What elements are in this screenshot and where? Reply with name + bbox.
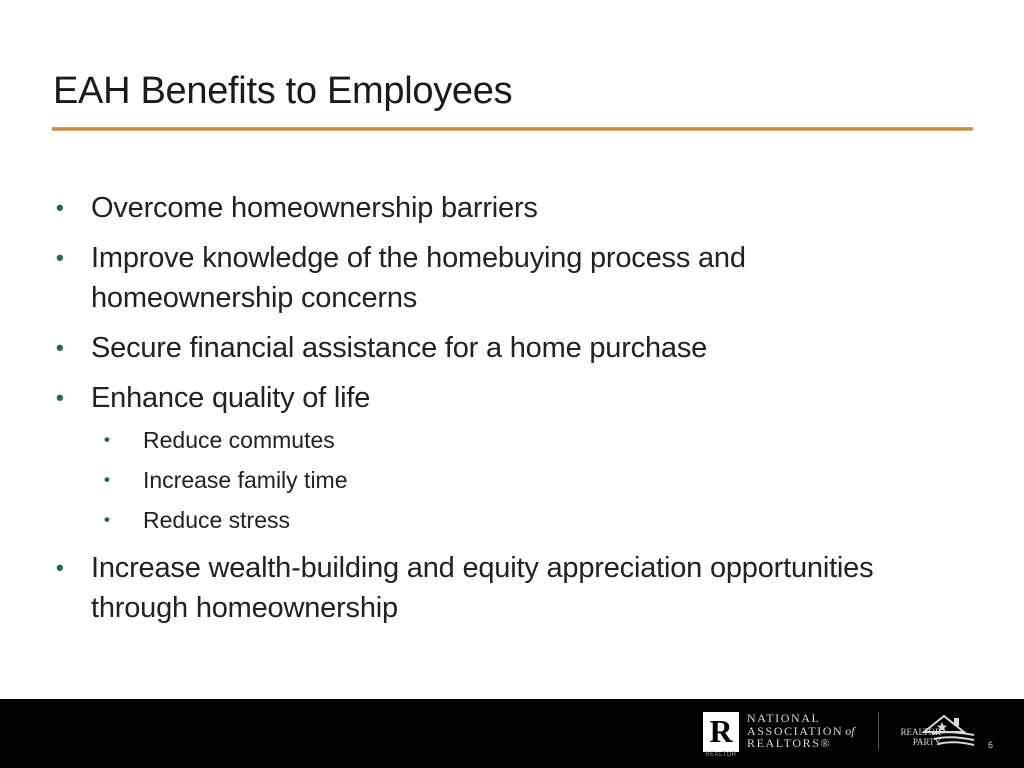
sub-bullet-dot-icon: • (104, 430, 110, 449)
bullet-item (54, 238, 954, 318)
sub-bullet-text: Increase family time (143, 467, 348, 493)
realtor-r-logo-caption: REALTOR (705, 752, 737, 758)
bullet-text: Enhance quality of life (91, 382, 371, 414)
nar-of: of (845, 723, 855, 738)
bullet-item (54, 328, 954, 368)
realtor-r-logo-icon (703, 712, 739, 752)
party-line-realtor: REALTOR (900, 727, 941, 737)
nar-line-realtors: REALTORS® (747, 736, 832, 750)
sub-bullet-text: Reduce stress (143, 507, 291, 533)
nar-wordmark (747, 712, 855, 750)
sub-bullet-dot-icon: • (104, 510, 110, 529)
bullet-dot-icon: • (56, 195, 64, 220)
slide-title: EAH Benefits to Employees (53, 70, 513, 112)
bullet-item (54, 188, 954, 228)
bullet-dot-icon: • (56, 385, 64, 410)
bullet-list (54, 188, 954, 638)
bullet-text: Overcome homeownership barriers (91, 192, 538, 224)
bullet-text: Improve knowledge of the homebuying process and homeownership concerns (91, 242, 746, 314)
sub-bullet-item (54, 425, 954, 455)
bullet-item (54, 548, 954, 628)
bullet-dot-icon: • (56, 555, 64, 580)
nar-line-national: NATIONAL (747, 711, 821, 725)
page-number: 6 (988, 740, 994, 750)
bullet-text: Increase wealth-building and equity appreciation opportunities through homeownership (91, 552, 874, 624)
sub-bullet-item (54, 465, 954, 495)
footer-logo-divider (878, 712, 879, 750)
title-underline-rule (52, 127, 973, 131)
party-line-party: PARTY (912, 737, 941, 747)
bullet-dot-icon: • (56, 245, 64, 270)
realtor-r-letter: R (709, 713, 733, 749)
footer-bar (0, 699, 1024, 768)
realtor-party-wordmark (895, 727, 941, 747)
bullet-text: Secure financial assistance for a home purchase (91, 332, 708, 364)
nar-line-association: ASSOCIATION of (747, 723, 855, 738)
bullet-dot-icon: • (56, 335, 64, 360)
sub-bullet-dot-icon: • (104, 470, 110, 489)
bullet-item (54, 378, 954, 418)
sub-bullet-item (54, 505, 954, 535)
sub-bullet-text: Reduce commutes (143, 427, 335, 453)
